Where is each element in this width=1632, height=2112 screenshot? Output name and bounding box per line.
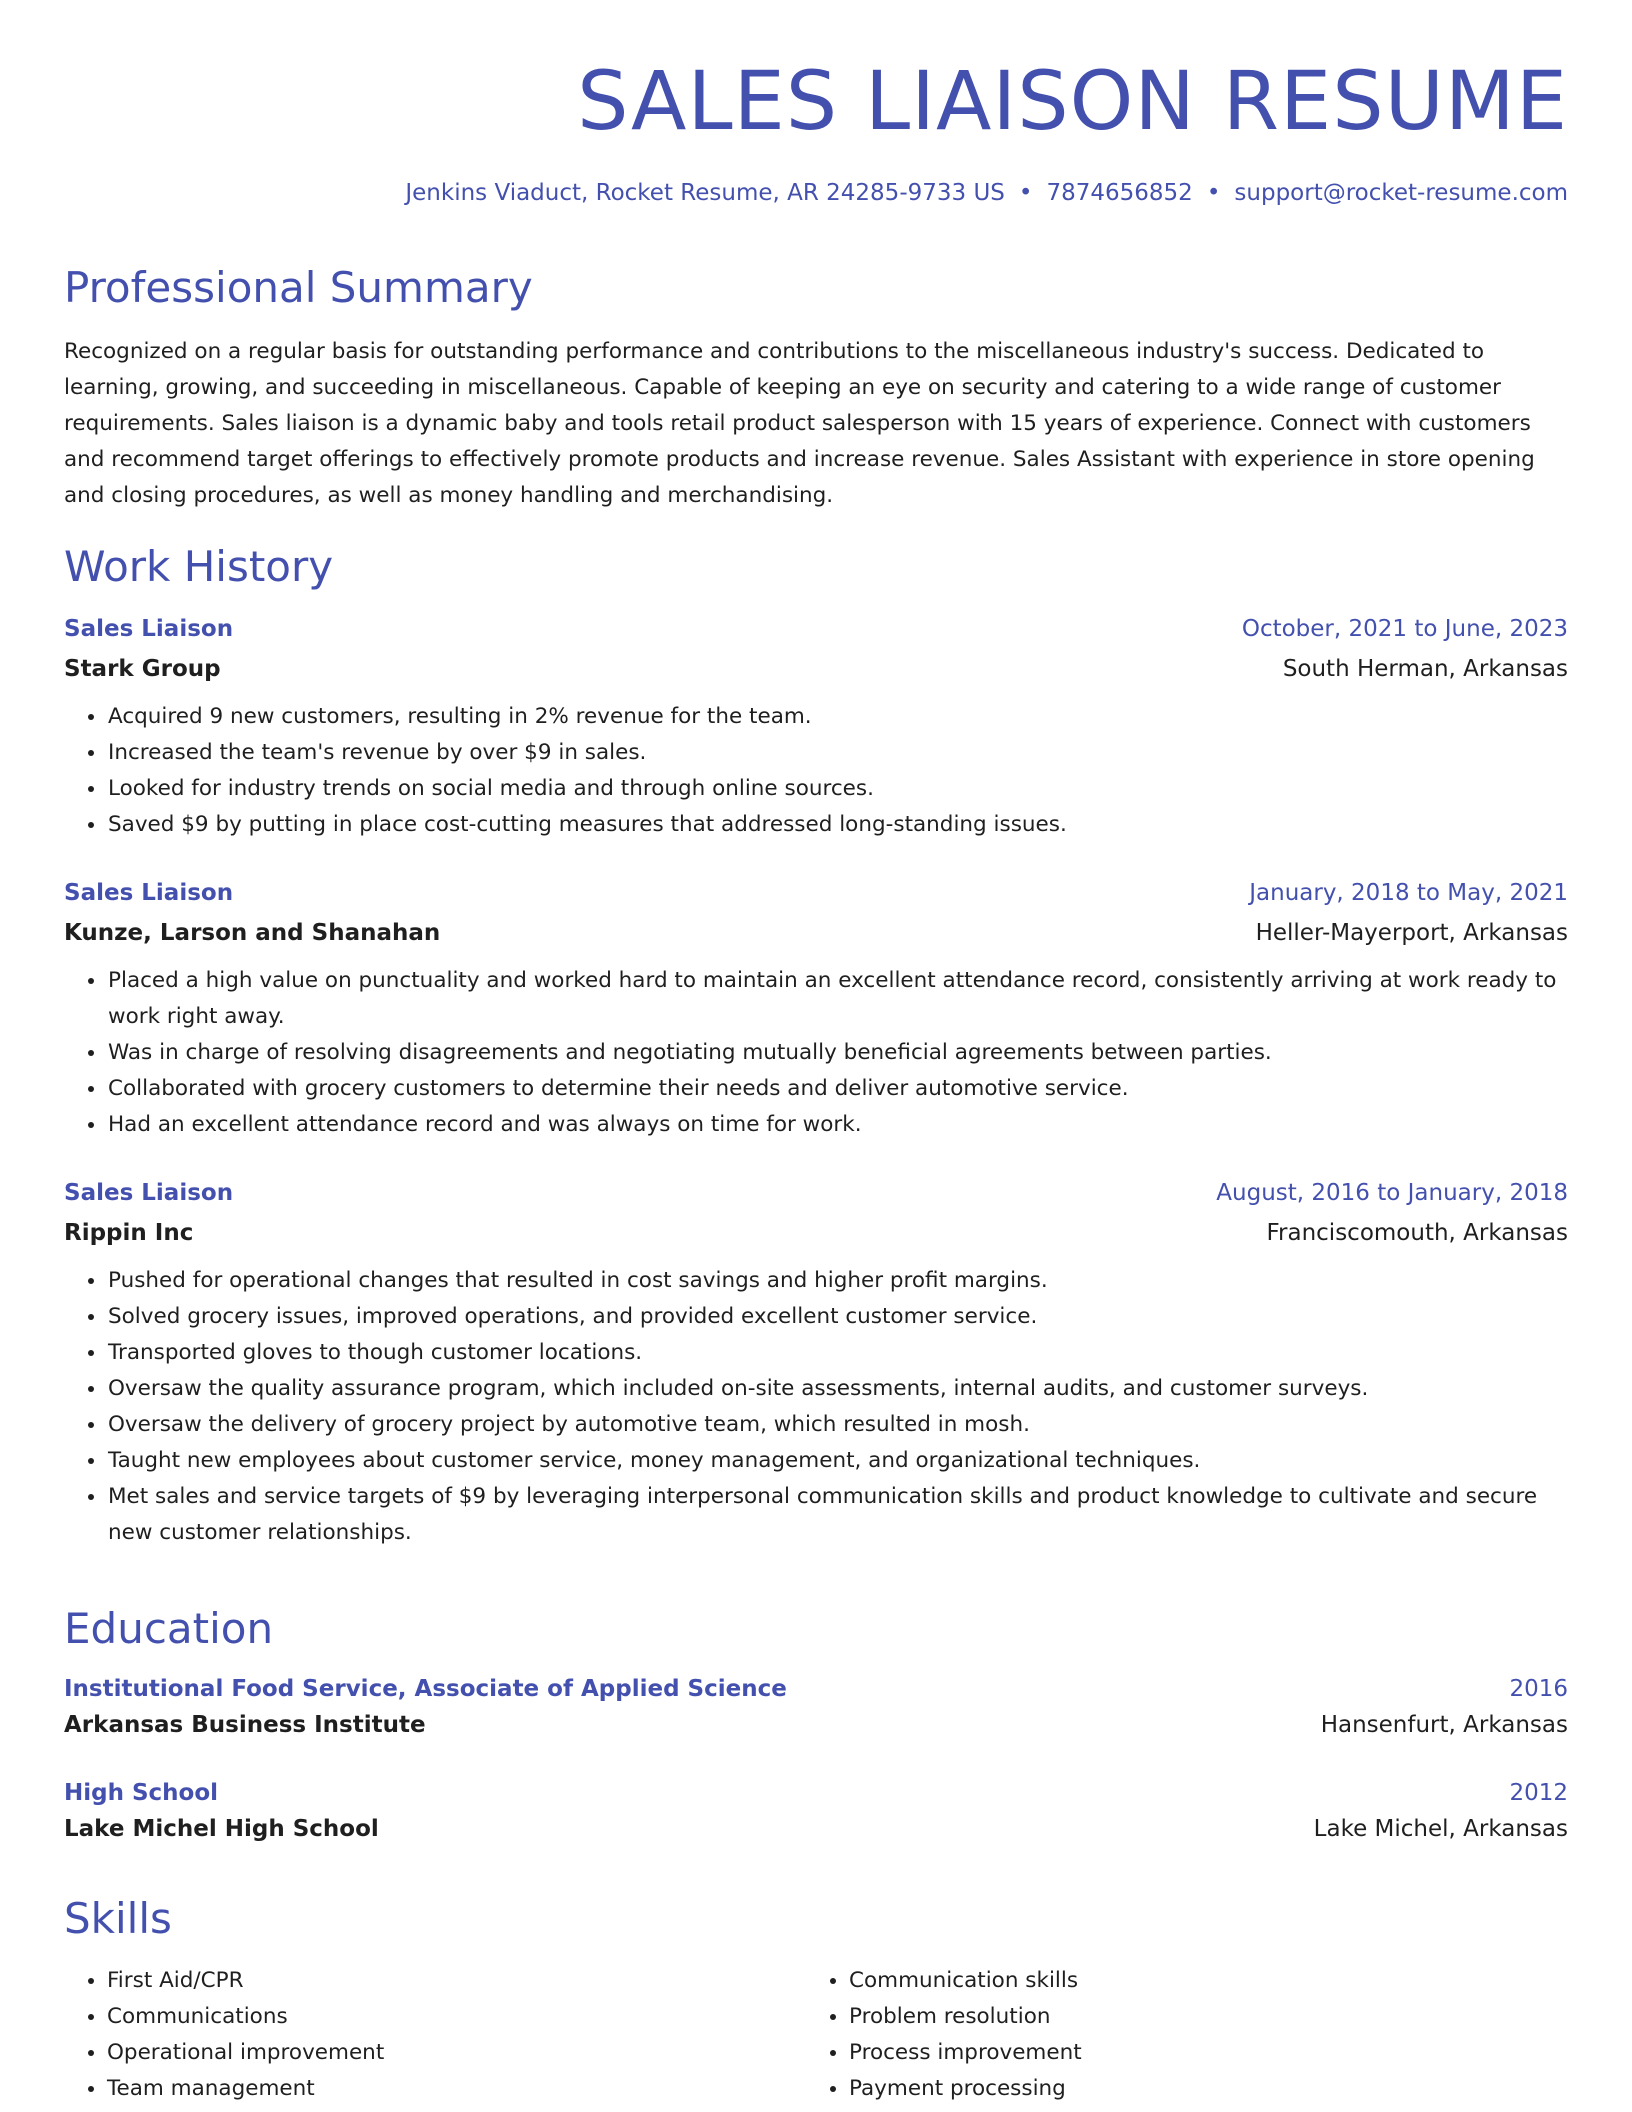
job-bullet: • Acquired 9 new customers, resulting in 2% revenue for the team.: [107, 699, 1568, 735]
skill-item: • Communication skills: [849, 1963, 1548, 1999]
contact-line: [64, 178, 1568, 208]
resume-title: SALES LIAISON RESUME: [577, 55, 1568, 149]
job-bullet: • Oversaw the quality assurance program, which included on-site assessments, internal audits, and customer surveys.: [107, 1371, 1568, 1407]
skill-item: • Payment processing: [849, 2071, 1548, 2107]
skills-column-right: [806, 1963, 1548, 2107]
job-bullet: • Looked for industry trends on social media and through online sources.: [107, 771, 1568, 807]
job-title: Sales Liaison: [64, 616, 234, 642]
education-entry: [64, 1777, 1568, 1845]
education-degree: Institutional Food Service, Associate of Applied Science: [64, 1676, 787, 1702]
job-entry: [64, 613, 1568, 843]
job-company: Stark Group: [64, 656, 221, 682]
job-bullet: • Solved grocery issues, improved operations, and provided excellent customer service.: [107, 1299, 1568, 1335]
job-location: South Herman, Arkansas: [1282, 656, 1568, 682]
job-bullets: [64, 699, 1568, 843]
skills-grid: [64, 1963, 1568, 2107]
job-bullet: • Oversaw the delivery of grocery project by automotive team, which resulted in mosh.: [107, 1407, 1568, 1443]
summary-heading: Professional Summary: [64, 263, 533, 312]
job-bullets: [64, 963, 1568, 1143]
job-bullet: • Saved $9 by putting in place cost-cutting measures that addressed long-standing issues.: [107, 807, 1568, 843]
summary-text: Recognized on a regular basis for outstanding performance and contributions to the miscellaneous industry's success. Dedicated to learning, growing, and succeeding in miscellaneous. Capable of keeping an eye on security and catering to a wide range of customer requirements. Sales liaison is a dynamic baby and tools retail product salesperson with 15 years of experience. Connect with customers and recommend target offerings to effectively promote products and increase revenue. Sales Assistant with experience in store opening and closing procedures, as well as money handling and merchandising.: [64, 339, 1535, 508]
job-title: Sales Liaison: [64, 1180, 234, 1206]
education-year: 2012: [1509, 1780, 1568, 1806]
job-bullet: • Met sales and service targets of $9 by leveraging interpersonal communication skills and product knowledge to cultivate and secure new customer relationships.: [107, 1479, 1568, 1551]
contact-phone: 7874656852: [1046, 180, 1193, 206]
education-location: Hansenfurt, Arkansas: [1320, 1712, 1568, 1738]
education-school: Lake Michel High School: [64, 1816, 379, 1842]
resume-page: [64, 0, 1568, 2101]
job-company: Kunze, Larson and Shanahan: [64, 920, 441, 946]
job-bullets: [64, 1263, 1568, 1551]
contact-address: Jenkins Viaduct, Rocket Resume, AR 24285-9733 US: [405, 180, 1005, 206]
contact-separator: •: [1018, 180, 1033, 206]
skill-item: • Communications: [107, 1999, 806, 2035]
job-bullet: • Transported gloves to though customer locations.: [107, 1335, 1568, 1371]
job-bullet: • Taught new employees about customer service, money management, and organizational techniques.: [107, 1443, 1568, 1479]
education-section: [64, 1603, 1568, 1845]
education-heading: Education: [64, 1604, 274, 1653]
education-year: 2016: [1509, 1676, 1568, 1702]
job-entry: [64, 1177, 1568, 1551]
job-dates: October, 2021 to June, 2023: [1241, 616, 1568, 642]
job-title: Sales Liaison: [64, 880, 234, 906]
education-entry: [64, 1673, 1568, 1741]
skill-item: • Operational improvement: [107, 2035, 806, 2071]
skill-item: • Team management: [107, 2071, 806, 2107]
job-location: Heller-Mayerport, Arkansas: [1255, 920, 1568, 946]
skill-item: • Process improvement: [849, 2035, 1548, 2071]
summary-section: [64, 262, 1568, 514]
contact-separator: •: [1206, 180, 1221, 206]
job-bullet: • Collaborated with grocery customers to determine their needs and deliver automotive service.: [107, 1071, 1568, 1107]
job-company: Rippin Inc: [64, 1220, 194, 1246]
skill-item: • Problem resolution: [849, 1999, 1548, 2035]
education-school: Arkansas Business Institute: [64, 1712, 426, 1738]
education-location: Lake Michel, Arkansas: [1313, 1816, 1568, 1842]
job-bullet: • Was in charge of resolving disagreements and negotiating mutually beneficial agreements between parties.: [107, 1035, 1568, 1071]
work-history-section: [64, 541, 1568, 1551]
education-degree: High School: [64, 1780, 219, 1806]
job-location: Franciscomouth, Arkansas: [1266, 1220, 1568, 1246]
skills-heading: Skills: [64, 1894, 172, 1943]
job-entry: [64, 877, 1568, 1143]
contact-email: support@rocket-resume.com: [1234, 180, 1568, 206]
work-history-heading: Work History: [64, 542, 334, 591]
job-dates: August, 2016 to January, 2018: [1216, 1180, 1568, 1206]
skill-item: • First Aid/CPR: [107, 1963, 806, 1999]
job-bullet: • Pushed for operational changes that resulted in cost savings and higher profit margins.: [107, 1263, 1568, 1299]
skills-column-left: [64, 1963, 806, 2107]
job-bullet: • Placed a high value on punctuality and worked hard to maintain an excellent attendance record, consistently arriving at work ready to work right away.: [107, 963, 1568, 1035]
skills-section: [64, 1893, 1568, 2107]
job-dates: January, 2018 to May, 2021: [1249, 880, 1568, 906]
job-bullet: • Had an excellent attendance record and was always on time for work.: [107, 1107, 1568, 1143]
job-bullet: • Increased the team's revenue by over $9 in sales.: [107, 735, 1568, 771]
